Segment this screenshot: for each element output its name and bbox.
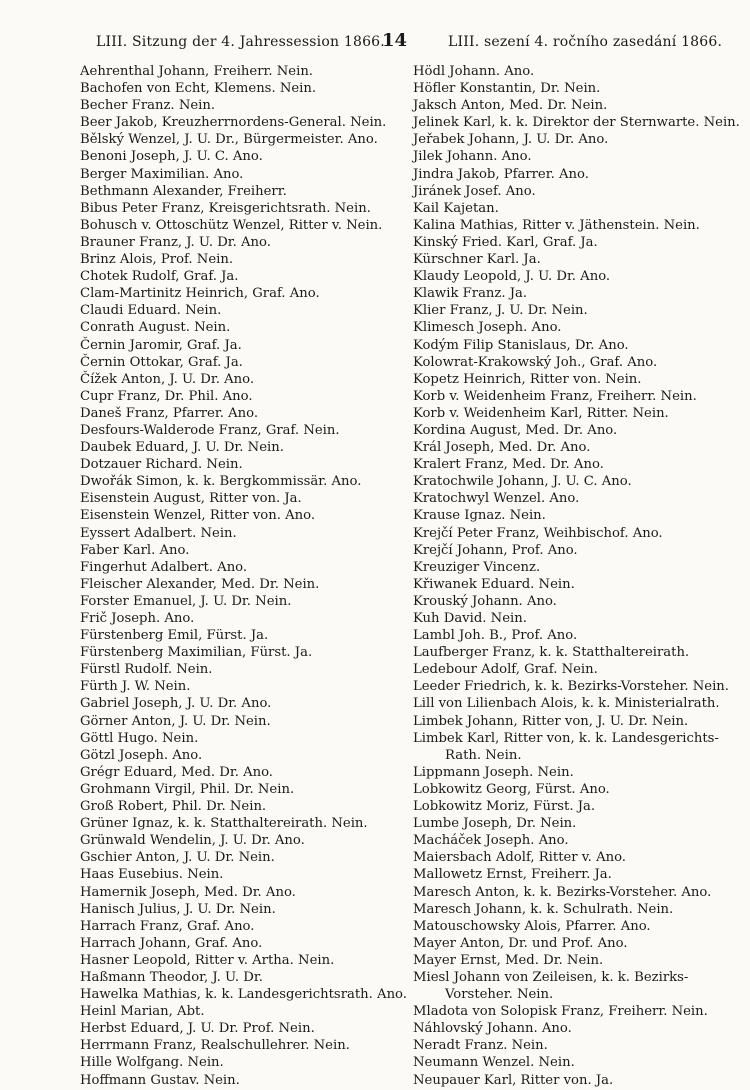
header-left-title: LIII. Sitzung der 4. Jahressession 1866. <box>96 34 385 50</box>
vote-entry: Fleischer Alexander, Med. Dr. Nein. <box>80 576 320 592</box>
vote-entry: Kalina Mathias, Ritter v. Jäthenstein. Nein. <box>413 217 700 233</box>
vote-entry: Chotek Rudolf, Graf. Ja. <box>80 269 239 285</box>
vote-entry: Hamernik Joseph, Med. Dr. Ano. <box>80 884 296 900</box>
vote-entry: Groß Robert, Phil. Dr. Nein. <box>80 799 267 815</box>
vote-entry: Lippmann Joseph. Nein. <box>413 764 574 780</box>
vote-entry: Laufberger Franz, k. k. Statthaltereirath. <box>413 645 690 661</box>
vote-entry: Daneš Franz, Pfarrer. Ano. <box>80 405 259 421</box>
vote-entry: Klimesch Joseph. Ano. <box>413 320 562 336</box>
vote-entry: Brinz Alois, Prof. Nein. <box>80 252 234 268</box>
vote-entry: Bohusch v. Ottoschütz Wenzel, Ritter v. Nein. <box>80 217 383 233</box>
vote-entry: Čížek Anton, J. U. Dr. Ano. <box>80 371 255 387</box>
vote-entry: Hasner Leopold, Ritter v. Artha. Nein. <box>80 952 335 968</box>
vote-entry: Desfours-Walderode Franz, Graf. Nein. <box>80 422 340 438</box>
vote-entry: Grüner Ignaz, k. k. Statthaltereirath. Nein. <box>80 816 368 832</box>
vote-entry: Herrmann Franz, Realschullehrer. Nein. <box>80 1038 350 1054</box>
vote-entry: Kordina August, Med. Dr. Ano. <box>413 422 618 438</box>
vote-entry: Krejčí Peter Franz, Weihbischof. Ano. <box>413 525 663 541</box>
vote-entry: Hille Wolfgang. Nein. <box>80 1055 224 1071</box>
vote-entry: Fingerhut Adalbert. Ano. <box>80 559 248 575</box>
vote-entry: Maiersbach Adolf, Ritter v. Ano. <box>413 850 626 866</box>
vote-entry: Kralert Franz, Med. Dr. Ano. <box>413 457 604 473</box>
vote-entry: Eisenstein Wenzel, Ritter von. Ano. <box>80 508 316 524</box>
vote-entry: Kreuziger Vincenz. <box>413 559 541 575</box>
vote-entry: Gabriel Joseph, J. U. Dr. Ano. <box>80 696 272 712</box>
vote-entry: Haas Eusebius. Nein. <box>80 867 224 883</box>
vote-entry: Klawik Franz. Ja. <box>413 286 528 302</box>
vote-entry: Mayer Anton, Dr. und Prof. Ano. <box>413 935 628 951</box>
page-number: 14 <box>382 30 408 51</box>
vote-entry: Forster Emanuel, J. U. Dr. Nein. <box>80 593 292 609</box>
vote-entry: Heinl Marian, Abt. <box>80 1004 205 1020</box>
vote-entry: Grégr Eduard, Med. Dr. Ano. <box>80 764 273 780</box>
vote-entry: Korb v. Weidenheim Franz, Freiherr. Nein. <box>413 388 697 404</box>
vote-entry: Rath. Nein. <box>445 747 522 763</box>
vote-entry: Klier Franz, J. U. Dr. Nein. <box>413 303 588 319</box>
vote-entry: Eisenstein August, Ritter von. Ja. <box>80 491 302 507</box>
vote-entry: Neradt Franz. Nein. <box>413 1038 548 1054</box>
vote-entry: Jilek Johann. Ano. <box>413 149 532 165</box>
vote-entry: Neumann Wenzel. Nein. <box>413 1055 575 1071</box>
vote-entry: Daubek Eduard, J. U. Dr. Nein. <box>80 440 284 456</box>
vote-entry: Korb v. Weidenheim Karl, Ritter. Nein. <box>413 405 669 421</box>
vote-entry: Claudi Eduard. Nein. <box>80 303 222 319</box>
vote-entry: Jiránek Josef. Ano. <box>413 183 536 199</box>
vote-entry: Harrach Johann, Graf. Ano. <box>80 935 263 951</box>
vote-entry: Hanisch Julius, J. U. Dr. Nein. <box>80 901 276 917</box>
vote-entry: Kuh David. Nein. <box>413 611 527 626</box>
vote-entry: Kürschner Karl. Ja. <box>413 252 541 268</box>
vote-entry: Lobkowitz Moriz, Fürst. Ja. <box>413 799 596 815</box>
vote-entry: Götzl Joseph. Ano. <box>80 747 203 763</box>
vote-entry: Jaksch Anton, Med. Dr. Nein. <box>413 98 608 114</box>
vote-entry: Grünwald Wendelin, J. U. Dr. Ano. <box>80 833 305 849</box>
vote-entry: Görner Anton, J. U. Dr. Nein. <box>80 713 271 729</box>
vote-entry: Conrath August. Nein. <box>80 320 231 336</box>
vote-entry: Krouský Johann. Ano. <box>413 593 557 609</box>
vote-entry: Ledebour Adolf, Graf. Nein. <box>413 662 598 678</box>
vote-entry: Fürth J. W. Nein. <box>80 679 191 695</box>
vote-entry: Macháček Joseph. Ano. <box>413 833 569 849</box>
vote-entry: Kratochwyl Wenzel. Ano. <box>413 491 580 507</box>
vote-entry: Vorsteher. Nein. <box>445 987 554 1003</box>
vote-entry: Král Joseph, Med. Dr. Ano. <box>413 440 591 456</box>
vote-entry: Fürstenberg Maximilian, Fürst. Ja. <box>80 645 313 661</box>
vote-entry: Jelinek Karl, k. k. Direktor der Sternwarte. Nein. <box>413 115 740 131</box>
vote-entry: Dwořák Simon, k. k. Bergkommissär. Ano. <box>80 474 362 490</box>
header-right-title: LIII. sezení 4. ročního zasedání 1866. <box>448 34 723 50</box>
vote-entry: Jindra Jakob, Pfarrer. Ano. <box>413 166 589 182</box>
vote-entry: Brauner Franz, J. U. Dr. Ano. <box>80 234 271 250</box>
page-header <box>0 30 750 54</box>
vote-entry: Mayer Ernst, Med. Dr. Nein. <box>413 952 604 968</box>
vote-entry: Gschier Anton, J. U. Dr. Nein. <box>80 850 275 866</box>
vote-entry: Mladota von Solopisk Franz, Freiherr. Nein. <box>413 1004 708 1020</box>
vote-entry: Kolowrat-Krakowský Joh., Graf. Ano. <box>413 354 658 370</box>
vote-entry: Göttl Hugo. Nein. <box>80 730 199 746</box>
vote-entry: Miesl Johann von Zeileisen, k. k. Bezirks- <box>413 969 689 985</box>
vote-entry: Náhlovský Johann. Ano. <box>413 1021 572 1037</box>
vote-entry: Lobkowitz Georg, Fürst. Ano. <box>413 781 610 797</box>
vote-entry: Lumbe Joseph, Dr. Nein. <box>413 816 577 832</box>
vote-entry: Limbek Karl, Ritter von, k. k. Landesgerichts- <box>413 730 719 746</box>
left-column-vote-list <box>80 63 407 1089</box>
vote-entry: Bethmann Alexander, Freiherr. <box>80 183 287 199</box>
vote-entry: Bachofen von Echt, Klemens. Nein. <box>80 81 317 97</box>
vote-entry: Matouschowsky Alois, Pfarrer. Ano. <box>413 918 651 934</box>
vote-entry: Kodým Filip Stanislaus, Dr. Ano. <box>413 337 629 353</box>
vote-entry: Höfler Konstantin, Dr. Nein. <box>413 81 601 97</box>
vote-entry: Hawelka Mathias, k. k. Landesgerichtsrath. Ano. <box>80 987 407 1003</box>
vote-entry: Aehrenthal Johann, Freiherr. Nein. <box>80 64 314 79</box>
vote-entry: Frič Joseph. Ano. <box>80 611 195 626</box>
vote-entry: Berger Maximilian. Ano. <box>80 166 244 182</box>
vote-entry: Clam-Martinitz Heinrich, Graf. Ano. <box>80 286 320 302</box>
vote-entry: Leeder Friedrich, k. k. Bezirks-Vorsteher. Nein. <box>413 679 729 695</box>
vote-entry: Eyssert Adalbert. Nein. <box>80 525 237 541</box>
vote-entry: Fürstl Rudolf. Nein. <box>80 662 213 678</box>
vote-entry: Krejčí Johann, Prof. Ano. <box>413 542 578 558</box>
vote-entry: Becher Franz. Nein. <box>80 98 216 114</box>
vote-entry: Krause Ignaz. Nein. <box>413 508 546 524</box>
vote-entry: Jeřabek Johann, J. U. Dr. Ano. <box>413 132 609 148</box>
vote-entry: Dotzauer Richard. Nein. <box>80 457 243 473</box>
vote-entry: Kopetz Heinrich, Ritter von. Nein. <box>413 371 642 387</box>
vote-entry: Hoffmann Gustav. Nein. <box>80 1072 240 1088</box>
vote-entry: Lambl Joh. B., Prof. Ano. <box>413 628 578 644</box>
vote-entry: Klaudy Leopold, J. U. Dr. Ano. <box>413 269 611 285</box>
vote-entry: Maresch Anton, k. k. Bezirks-Vorsteher. Ano. <box>413 884 712 900</box>
vote-entry: Harrach Franz, Graf. Ano. <box>80 918 255 934</box>
vote-entry: Bělský Wenzel, J. U. Dr., Bürgermeister. Ano. <box>80 132 378 148</box>
vote-entry: Křiwanek Eduard. Nein. <box>413 576 575 592</box>
vote-entry: Benoni Joseph, J. U. C. Ano. <box>80 149 263 165</box>
vote-entry: Beer Jakob, Kreuzherrnordens-General. Nein. <box>80 115 387 131</box>
vote-entry: Kinský Fried. Karl, Graf. Ja. <box>413 234 598 250</box>
vote-entry: Bibus Peter Franz, Kreisgerichtsrath. Nein. <box>80 200 371 216</box>
vote-entry: Kratochwile Johann, J. U. C. Ano. <box>413 474 632 490</box>
vote-entry: Neupauer Karl, Ritter von. Ja. <box>413 1072 614 1088</box>
vote-entry: Maresch Johann, k. k. Schulrath. Nein. <box>413 901 674 917</box>
vote-entry: Mallowetz Ernst, Freiherr. Ja. <box>413 867 612 883</box>
vote-entry: Grohmann Virgil, Phil. Dr. Nein. <box>80 781 295 797</box>
vote-entry: Kail Kajetan. <box>413 200 499 216</box>
vote-entry: Limbek Johann, Ritter von, J. U. Dr. Nein. <box>413 713 689 729</box>
vote-entry: Herbst Eduard, J. U. Dr. Prof. Nein. <box>80 1021 315 1037</box>
vote-entry: Černin Jaromir, Graf. Ja. <box>80 337 242 353</box>
vote-entry: Cupr Franz, Dr. Phil. Ano. <box>80 388 253 404</box>
vote-entry: Lill von Lilienbach Alois, k. k. Ministerialrath. <box>413 696 720 712</box>
vote-entry: Fürstenberg Emil, Fürst. Ja. <box>80 628 269 644</box>
vote-entry: Hödl Johann. Ano. <box>413 64 535 79</box>
right-column-vote-list <box>413 63 740 1089</box>
vote-entry: Haßmann Theodor, J. U. Dr. <box>80 969 263 985</box>
vote-entry: Černin Ottokar, Graf. Ja. <box>80 354 243 370</box>
vote-entry: Faber Karl. Ano. <box>80 542 190 558</box>
